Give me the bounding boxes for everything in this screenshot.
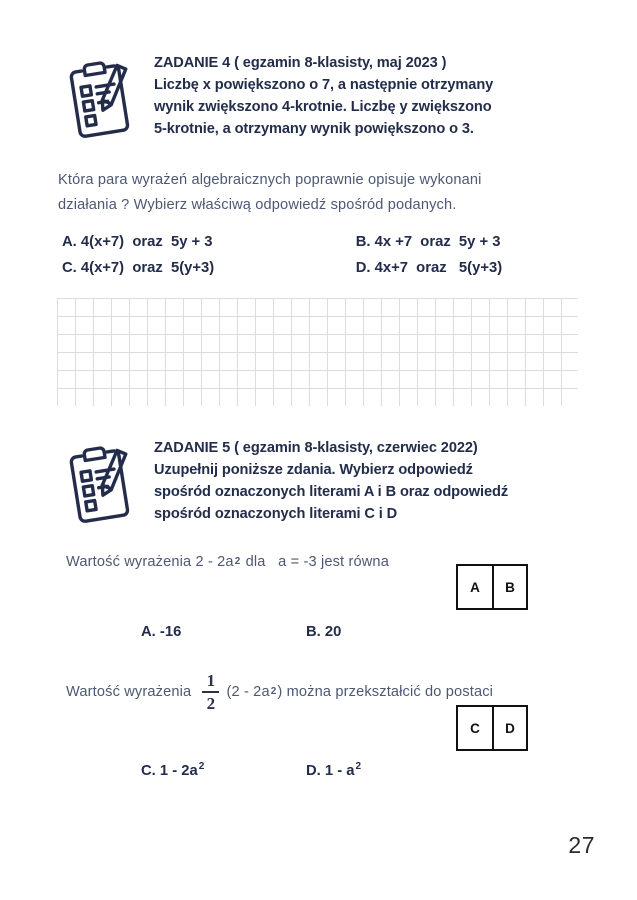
option-c-exponent: 2 [198, 761, 205, 773]
exercise-5-statement-2: Wartość wyrażenia $\frac{1}{2}$ (2 - 2a 2 ) można przekształcić do postaci [66, 671, 494, 713]
statement-2-suffix: ) można przekształcić do postaci [277, 683, 494, 700]
exercise-block-4 [66, 52, 574, 142]
exercise-5-statement-1: Wartość wyrażenia 2 - 2a 2 dla a = -3 jest równa [66, 550, 389, 574]
squared-paper-work-area[interactable] [57, 298, 578, 406]
exercise-5-options-ab [58, 621, 578, 643]
exercise-5-body-line-2: spośród oznaczonych literami A i B oraz odpowiedź [154, 484, 509, 500]
exercise-5-body [154, 459, 574, 525]
option-d-prefix: D. 1 - a [306, 763, 355, 779]
statement-2-prefix: Wartość wyrażenia [66, 683, 196, 700]
option-d-exponent: 2 [355, 761, 362, 773]
exercise-4-body-line-1: Liczbę x powiększono o 7, a następnie otrzymany [154, 77, 494, 93]
exercise-4-body-line-3: 5-krotnie, a otrzymany wynik powiększono o 3. [154, 121, 474, 137]
answer-cell-b[interactable]: B [492, 566, 526, 608]
exercise-4-prompt-line-2: działania ? Wybierz właściwą odpowiedź spośród podanych. [58, 197, 457, 213]
fraction-one-half [202, 672, 219, 712]
exercise-4-title: ZADANIE 4 ( egzamin 8-klasisty, maj 2023 ) [154, 55, 447, 71]
option-b[interactable]: B. 20 [306, 624, 342, 640]
exercise-4-options-row-2 [58, 257, 578, 279]
exercise-4-options-row-1 [58, 231, 578, 253]
option-a[interactable]: A. -16 [141, 624, 182, 640]
page-number: 27 [568, 832, 595, 858]
exercise-5-title: ZADANIE 5 ( egzamin 8-klasisty, czerwiec 2022) [154, 440, 478, 456]
statement-1-suffix: dla a = -3 jest równa [241, 554, 389, 570]
answer-cell-a[interactable]: A [470, 579, 480, 595]
option-a[interactable]: A. 4(x+7) oraz 5y + 3 [62, 234, 213, 250]
exercise-4-body-line-2: wynik zwiększono 4-krotnie. Liczbę y zwiększono [154, 99, 492, 115]
fraction-numerator: 1 [206, 671, 216, 690]
answer-box-ab[interactable] [456, 564, 528, 610]
exercise-4-text [154, 52, 574, 140]
exercise-4-options [58, 231, 578, 283]
exercise-5-options-cd [58, 760, 578, 782]
exercise-5-body-line-3: spośród oznaczonych literami C i D [154, 506, 398, 522]
clipboard-checklist-pencil-icon [66, 54, 140, 142]
exercise-5-body-line-1: Uzupełnij poniższe zdania. Wybierz odpowiedź [154, 462, 473, 478]
fraction-denominator: 2 [206, 693, 216, 713]
exercise-block-5 [66, 437, 574, 527]
option-c[interactable] [58, 760, 306, 782]
exercise-4-body [154, 74, 574, 140]
answer-cell-c[interactable]: C [470, 720, 480, 736]
exercise-4-prompt-line-1: Która para wyrażeń algebraicznych poprawnie opisuje wykonani [58, 172, 482, 188]
answer-cell-d[interactable]: D [492, 707, 526, 749]
option-b[interactable]: B. 4x +7 oraz 5y + 3 [355, 234, 501, 250]
clipboard-checklist-pencil-icon [66, 439, 140, 527]
exercise-5-text [154, 437, 574, 525]
fraction-bar [202, 691, 219, 693]
statement-1-prefix: Wartość wyrażenia 2 - 2a [66, 554, 234, 570]
option-d[interactable]: D. 4x+7 oraz 5(y+3) [355, 260, 503, 276]
option-c[interactable]: C. 4(x+7) oraz 5(y+3) [62, 260, 215, 276]
statement-2-middle: (2 - 2a [226, 683, 270, 700]
answer-box-cd[interactable] [456, 705, 528, 751]
option-d[interactable] [306, 760, 506, 782]
option-c-prefix: C. 1 - 2a [141, 763, 198, 779]
exercise-4-prompt [58, 168, 580, 218]
